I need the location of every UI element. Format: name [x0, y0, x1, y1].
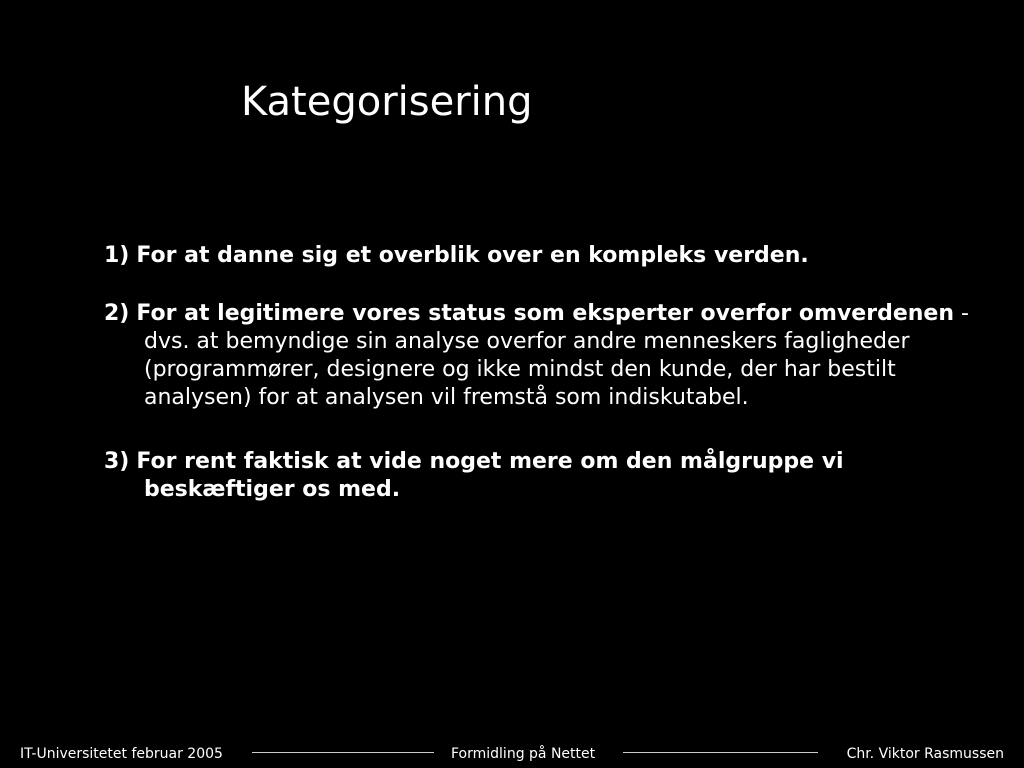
footer-divider-right [623, 752, 818, 753]
list-item [104, 448, 984, 504]
point-number: 1) [104, 243, 130, 268]
list-item [104, 300, 984, 412]
point-bold-text: For at legitimere vores status som eksperter overfor omverdenen [136, 301, 954, 326]
point-bold-text: For rent faktisk at vide noget mere om den målgruppe vi beskæftiger os med. [136, 449, 844, 502]
slide-title: Kategorisering [241, 79, 533, 125]
point-list [104, 242, 984, 504]
footer-right-text: Chr. Viktor Rasmussen [846, 746, 1004, 762]
slide-footer [0, 744, 1024, 764]
point-number: 2) [104, 301, 130, 326]
point-number: 3) [104, 449, 130, 474]
footer-left-text: IT-Universitetet februar 2005 [20, 746, 223, 762]
footer-center-text: Formidling på Nettet [451, 746, 596, 762]
footer-divider-left [252, 752, 434, 753]
point-normal-text: - dvs. at bemyndige sin analyse overfor andre menneskers fagligheder (programmører, designere og ikke mindst den kunde, der har bestilt analysen) for at analysen vil fremstå som indiskutabel. [144, 301, 969, 410]
point-bold-text: For at danne sig et overblik over en kompleks verden. [136, 243, 809, 268]
list-item [104, 242, 984, 270]
